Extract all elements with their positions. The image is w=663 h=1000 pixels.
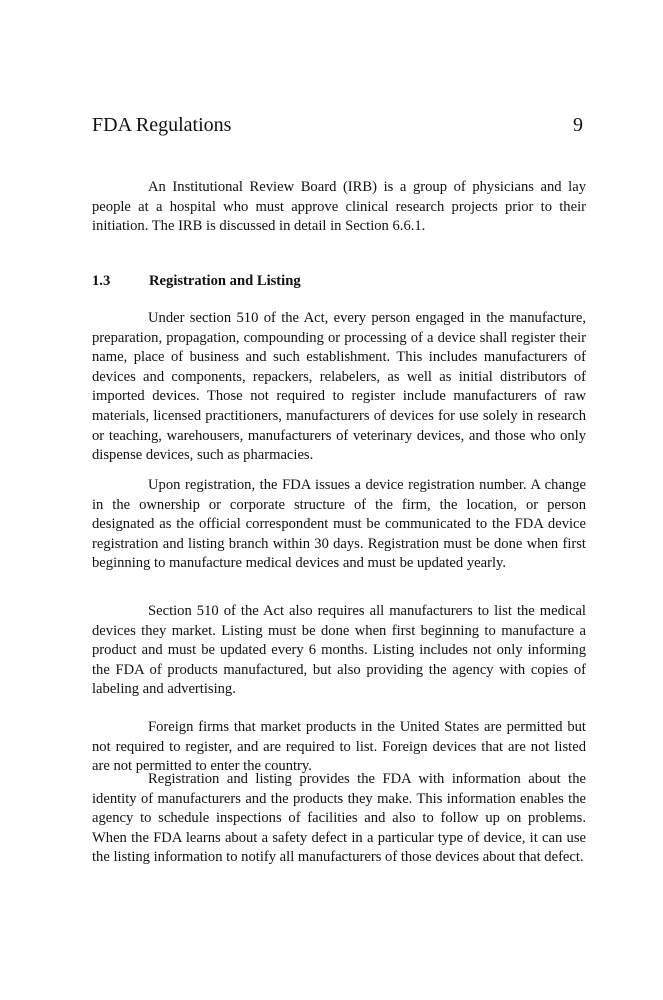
paragraph-section-510: Under section 510 of the Act, every person engaged in the manufacture, preparation, propagation, compounding or processing of a device shall register their name, place of business and such establishment. This includes manufacturers of devices and components, repackers, relabelers, as well as initial distributors of imported devices. Those not required to register include manufacturers of raw materials, licensed practitioners, manufacturers of devices for use solely in research or teaching, warehousers, manufacturers of veterinary devices, and those who only dispense devices, such as pharmacies. — [92, 310, 586, 464]
paragraph-registration: Upon registration, the FDA issues a device registration number. A change in the ownership or corporate structure of the firm, the location, or person designated as the official correspondent must be communicated to the FDA device registration and listing branch within 30 days. Registration must be done when first beginning to manufacture medical devices and must be updated yearly. — [92, 477, 586, 572]
page-number: 9 — [573, 114, 583, 136]
running-header — [92, 114, 583, 142]
paragraph-irb: An Institutional Review Board (IRB) is a group of physicians and lay people at a hospital who must approve clinical research projects prior to their initiation. The IRB is discussed in detail in Section 6.6.1. — [92, 179, 586, 235]
header-title: FDA Regulations — [92, 114, 232, 136]
paragraph-foreign-firms: Foreign firms that market products in the United States are permitted but not required to register, and are required to list. Foreign devices that are not listed are not permitted to enter the country. — [92, 719, 586, 775]
paragraph-listing: Section 510 of the Act also requires all manufacturers to list the medical devices they market. Listing must be done when first beginning to manufacture a product and must be updated every 6 months. Listing includes not only informing the FDA of products manufactured, but also providing the agency with copies of labeling and advertising. — [92, 603, 586, 698]
section-heading — [92, 273, 301, 290]
section-number: 1.3 — [92, 273, 111, 289]
paragraph-registration-benefits: Registration and listing provides the FDA with information about the identity of manufacturers and the products they make. This information enables the agency to schedule inspections of facilities and also to follow up on problems. When the FDA learns about a safety defect in a particular type of device, it can use the listing information to notify all manufacturers of those devices about that defect. — [92, 771, 586, 866]
section-title: Registration and Listing — [149, 273, 301, 289]
